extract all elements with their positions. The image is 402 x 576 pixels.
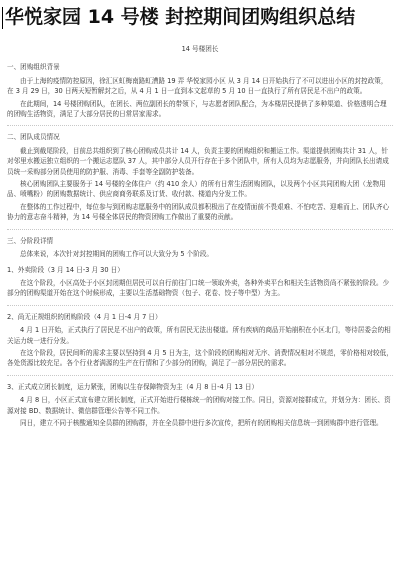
page-title-text: 华悦家园 14 号楼 封控期间团购组织总结 xyxy=(5,6,356,28)
document-body xyxy=(7,44,393,430)
section-heading-stages: 三、分阶段详情 xyxy=(7,236,54,245)
text-cursor xyxy=(2,7,3,29)
paragraph: 总体来说，本次针对封控期间的团购工作可以大致分为 5 个阶段。 xyxy=(20,250,214,259)
divider xyxy=(7,125,393,126)
paragraph: 同日，建立不同于核酸通知全员群的团购群，并在全员群中进行多次宣传，把所有的团购相关信息统一到团购群中进行管理。 xyxy=(20,418,383,427)
paragraph: 由于上海的疫情防控原因，徐汇区虹梅南路虹漕路 19 弄 华悦家园小区 从 3 月 14 日开始执行了不可以进出小区的封控政策，在 3 月 29 日，30 日两天短暂解封之后，从 4 月 1 日一直到本文起草的 5 月 10 日一直执行了所有居民足不出户的政策。 xyxy=(7,76,388,96)
paragraph: 核心团购团队主要服务于 14 号楼的全体住户（约 410 余人）的所有日常生活团购团队，以及两个小区共同团购大团（龙物用品、喷嘴粉）的团购数据统计、供应商商务联系及订货、收付款、楼道内分发工作。 xyxy=(7,180,386,199)
paragraph: 在整体的工作过程中，每位参与到团购志愿服务中的团队成员都积极出了在疫情面前不畏艰难、不怕吃苦、迎难而上、团队齐心协力的意志奋斗精神，为 14 号楼全体居民的物资团购工作做出了重要的贡献。 xyxy=(7,202,390,222)
page-title xyxy=(0,0,402,36)
subsection-heading: 3、正式成立团长制度，运力紧张，团购以生存保障物资为主（4 月 8 日-4 月 13 日） xyxy=(7,382,259,391)
divider xyxy=(7,375,393,376)
divider xyxy=(7,305,393,306)
paragraph: 4 月 8 日，小区正式宣布建立团长制度，正式开始进行楼栋统一的团购对接工作。同日，资源对接群成立，并划分为：团长、资源对接 BD、数据统计、微信群管理公告等不同工作。 xyxy=(7,396,391,415)
paragraph: 在此期间，14 号楼团购团队，在团长、两位副团长的带领下，与志愿者团队配合，为本楼居民提供了多种渠道、价格透明合理的团购生活物资，满足了大部分居民的日常居家需求。 xyxy=(7,99,387,119)
divider xyxy=(7,229,393,230)
section-heading-background: 一、团购组织背景 xyxy=(7,63,60,72)
subsection-heading: 2、尚无正规组织的团购阶段（4 月 1 日-4 月 7 日） xyxy=(7,312,162,321)
paragraph: 4 月 1 日开始，正式执行了居民足不出户的政策，所有居民无法出楼道。所有疾病的商品开始崩积在小区北门，等待居委会的相关运力统一进行分发。 xyxy=(7,326,391,345)
section-heading-team: 二、团队成员情况 xyxy=(7,133,60,142)
document-title: 14 号楼团长 xyxy=(181,45,219,53)
subsection-heading: 1、外卖阶段（3 月 14 日-3 月 30 日） xyxy=(7,265,124,274)
paragraph: 在这个阶段，居民间昕的需求主要以坚持到 4 月 5 日为主，这个阶段的团购相对无序、消费情况相对不规范，零价格相对较低，各处货源比较充足。各个行业者满源的生产在行情和了少部分的团购，满足了一部分居民的需求。 xyxy=(7,348,393,368)
paragraph: 截止到截尾阶段，目前总共组织到了核心团购成员共计 14 人，负责主要的团购组织和搬运工作。渠道提供团购共计 31 人，针对邻里水搬运独立组织的一个搬运志愿队 37 人，其中部分人员开行存在于多个团队中，所有人员均为志愿服务，并向团队长出请成员统一采购部分团员使用的防护服、消毒、手套等全副防护装备。 xyxy=(7,146,389,176)
paragraph: 在这个阶段，小区高处于小区封闭期但居民可以自行前往门口统一领取外卖，各种外卖平台和相关生活物资尚不紧张的阶段。少部分的团购渠道开始在这个时候形成，主要以生活基础物资（包子、花卷、饺子等中型）为主。 xyxy=(7,278,390,298)
